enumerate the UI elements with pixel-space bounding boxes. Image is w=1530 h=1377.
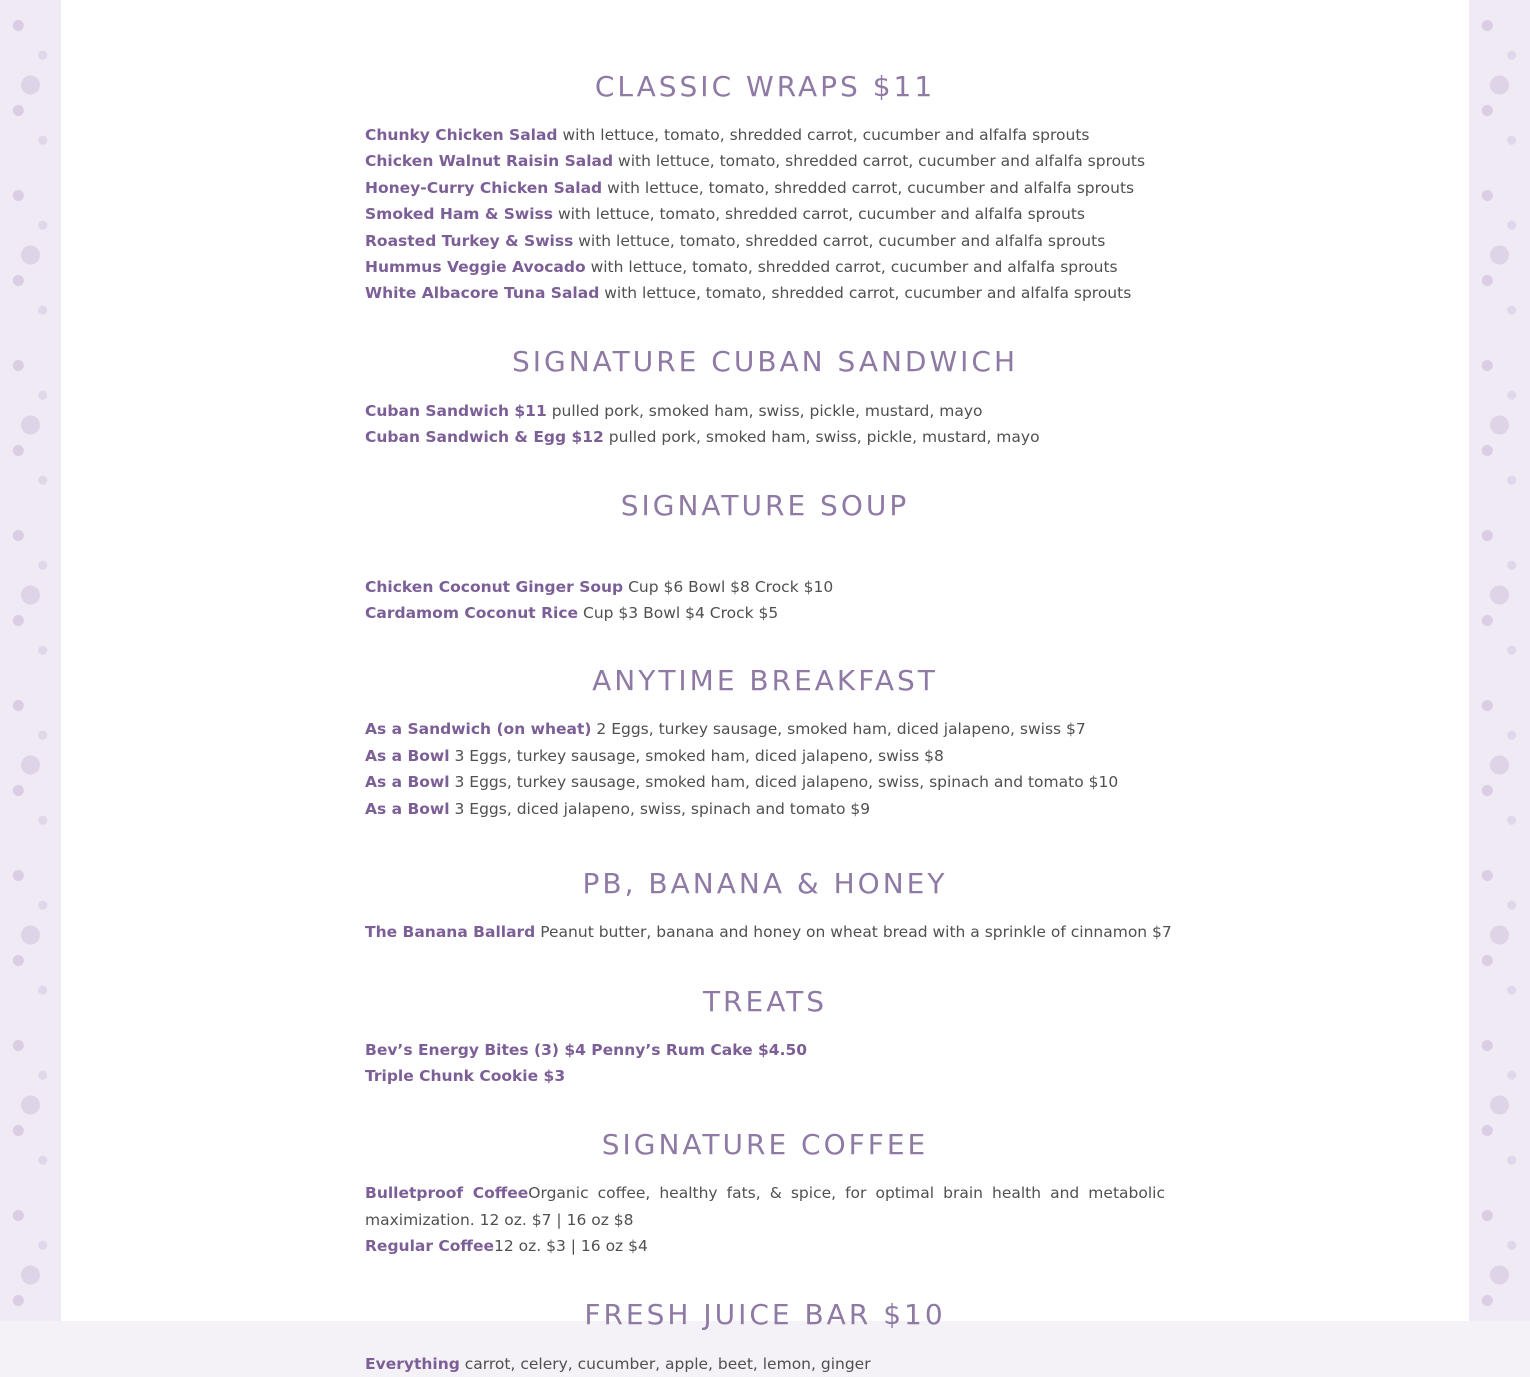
item-name: Chicken Coconut Ginger Soup <box>365 577 624 596</box>
section-items-treats <box>365 1037 1165 1090</box>
item-description: with lettuce, tomato, shredded carrot, cucumber and alfalfa sprouts <box>618 152 1146 171</box>
item-name: Cuban Sandwich $11 <box>365 401 547 420</box>
item-name: Roasted Turkey & Swiss <box>365 231 574 250</box>
item-description: 2 Eggs, turkey sausage, smoked ham, diced jalapeno, swiss $7 <box>596 720 1086 739</box>
section-title-pb-banana-honey: PB, BANANA & HONEY <box>582 867 948 901</box>
section-items-cuban-sandwich <box>365 398 1165 451</box>
menu-item <box>365 796 1165 822</box>
decorative-grape-pattern-right <box>1469 0 1530 1321</box>
item-description: carrot, celery, cucumber, apple, beet, lemon, ginger <box>464 1354 871 1373</box>
item-name: Chicken Walnut Raisin Salad <box>365 152 614 171</box>
menu-item <box>365 1063 1165 1089</box>
menu-item <box>365 254 1165 280</box>
menu-item <box>365 1037 1165 1063</box>
item-description: 3 Eggs, turkey sausage, smoked ham, diced jalapeno, swiss, spinach and tomato $10 <box>454 773 1119 792</box>
item-description: 12 oz. $3 | 16 oz $4 <box>494 1237 648 1256</box>
menu-item <box>365 280 1165 306</box>
menu-item <box>365 919 1172 945</box>
section-title-signature-soup: SIGNATURE SOUP <box>620 488 910 522</box>
menu-item <box>365 769 1165 795</box>
menu-item <box>365 175 1165 201</box>
item-description: 3 Eggs, diced jalapeno, swiss, spinach and tomato $9 <box>454 799 871 818</box>
item-name: Triple Chunk Cookie $3 <box>365 1066 566 1085</box>
item-name: Hummus Veggie Avocado <box>365 258 586 277</box>
section-title-cuban-sandwich: SIGNATURE CUBAN SANDWICH <box>511 344 1019 378</box>
item-name: The Banana Ballard <box>365 923 536 942</box>
item-name: White Albacore Tuna Salad <box>365 284 600 303</box>
item-name: Bev’s Energy Bites (3) $4 Penny’s Rum Cake $4.50 <box>365 1040 808 1059</box>
item-name: Everything <box>365 1354 460 1373</box>
item-description: Peanut butter, banana and honey on wheat bread with a sprinkle of cinnamon $7 <box>540 923 1172 942</box>
item-description: Cup $3 Bowl $4 Crock $5 <box>583 604 779 623</box>
decorative-grape-pattern-left <box>0 0 61 1321</box>
menu-item <box>365 122 1165 148</box>
section-items-fresh-juice-bar <box>365 1351 1165 1377</box>
item-name: Regular Coffee <box>365 1237 494 1256</box>
item-name: As a Bowl <box>365 746 450 765</box>
menu-item <box>365 1351 1165 1377</box>
item-name: As a Sandwich (on wheat) <box>365 720 592 739</box>
item-description: with lettuce, tomato, shredded carrot, cucumber and alfalfa sprouts <box>557 205 1085 224</box>
item-name: Chunky Chicken Salad <box>365 126 558 144</box>
section-items-classic-wraps <box>365 122 1165 307</box>
section-items-signature-soup <box>365 574 1165 627</box>
item-name: Bulletproof Coffee <box>365 1184 529 1203</box>
menu-item <box>365 228 1165 254</box>
section-title-classic-wraps: CLASSIC WRAPS $11 <box>594 70 936 103</box>
menu-page <box>61 0 1469 1373</box>
item-name: Cardamom Coconut Rice <box>365 604 579 623</box>
item-name: As a Bowl <box>365 799 450 818</box>
item-description: with lettuce, tomato, shredded carrot, cucumber and alfalfa sprouts <box>578 231 1106 250</box>
section-title-signature-coffee: SIGNATURE COFFEE <box>601 1128 929 1162</box>
menu-item <box>365 201 1165 227</box>
menu-item <box>365 716 1165 742</box>
item-description: pulled pork, smoked ham, swiss, pickle, mustard, mayo <box>551 401 983 420</box>
menu-content <box>365 66 1172 1377</box>
item-description: Organic coffee, healthy fats, & spice, for optimal brain health and metabolic maximization. 12 oz. $7 | 16 oz $8 <box>365 1184 1165 1229</box>
item-description: pulled pork, smoked ham, swiss, pickle, mustard, mayo <box>608 428 1040 447</box>
section-items-signature-coffee <box>365 1180 1165 1259</box>
item-name: Honey-Curry Chicken Salad <box>365 178 603 197</box>
item-description: 3 Eggs, turkey sausage, smoked ham, diced jalapeno, swiss $8 <box>454 746 944 765</box>
section-title-anytime-breakfast: ANYTIME BREAKFAST <box>592 664 938 698</box>
item-description: Cup $6 Bowl $8 Crock $10 <box>628 577 834 596</box>
menu-item <box>365 743 1165 769</box>
item-description: with lettuce, tomato, shredded carrot, cucumber and alfalfa sprouts <box>590 258 1118 277</box>
item-name: Smoked Ham & Swiss <box>365 205 553 224</box>
item-name: As a Bowl <box>365 773 450 792</box>
menu-item <box>365 1180 1165 1233</box>
item-description: with lettuce, tomato, shredded carrot, cucumber and alfalfa sprouts <box>607 178 1135 197</box>
menu-item <box>365 600 1165 626</box>
menu-item <box>365 574 1165 600</box>
section-items-anytime-breakfast <box>365 716 1165 822</box>
section-title-treats: TREATS <box>702 984 828 1018</box>
section-items-pb-banana-honey <box>365 919 1172 945</box>
section-title-fresh-juice-bar: FRESH JUICE BAR $10 <box>584 1297 946 1331</box>
menu-item <box>365 148 1165 174</box>
item-description: with lettuce, tomato, shredded carrot, cucumber and alfalfa sprouts <box>562 126 1090 144</box>
menu-item <box>365 398 1165 424</box>
item-description: with lettuce, tomato, shredded carrot, cucumber and alfalfa sprouts <box>604 284 1132 303</box>
menu-item <box>365 1233 1165 1259</box>
menu-item <box>365 424 1165 450</box>
item-name: Cuban Sandwich & Egg $12 <box>365 428 604 447</box>
